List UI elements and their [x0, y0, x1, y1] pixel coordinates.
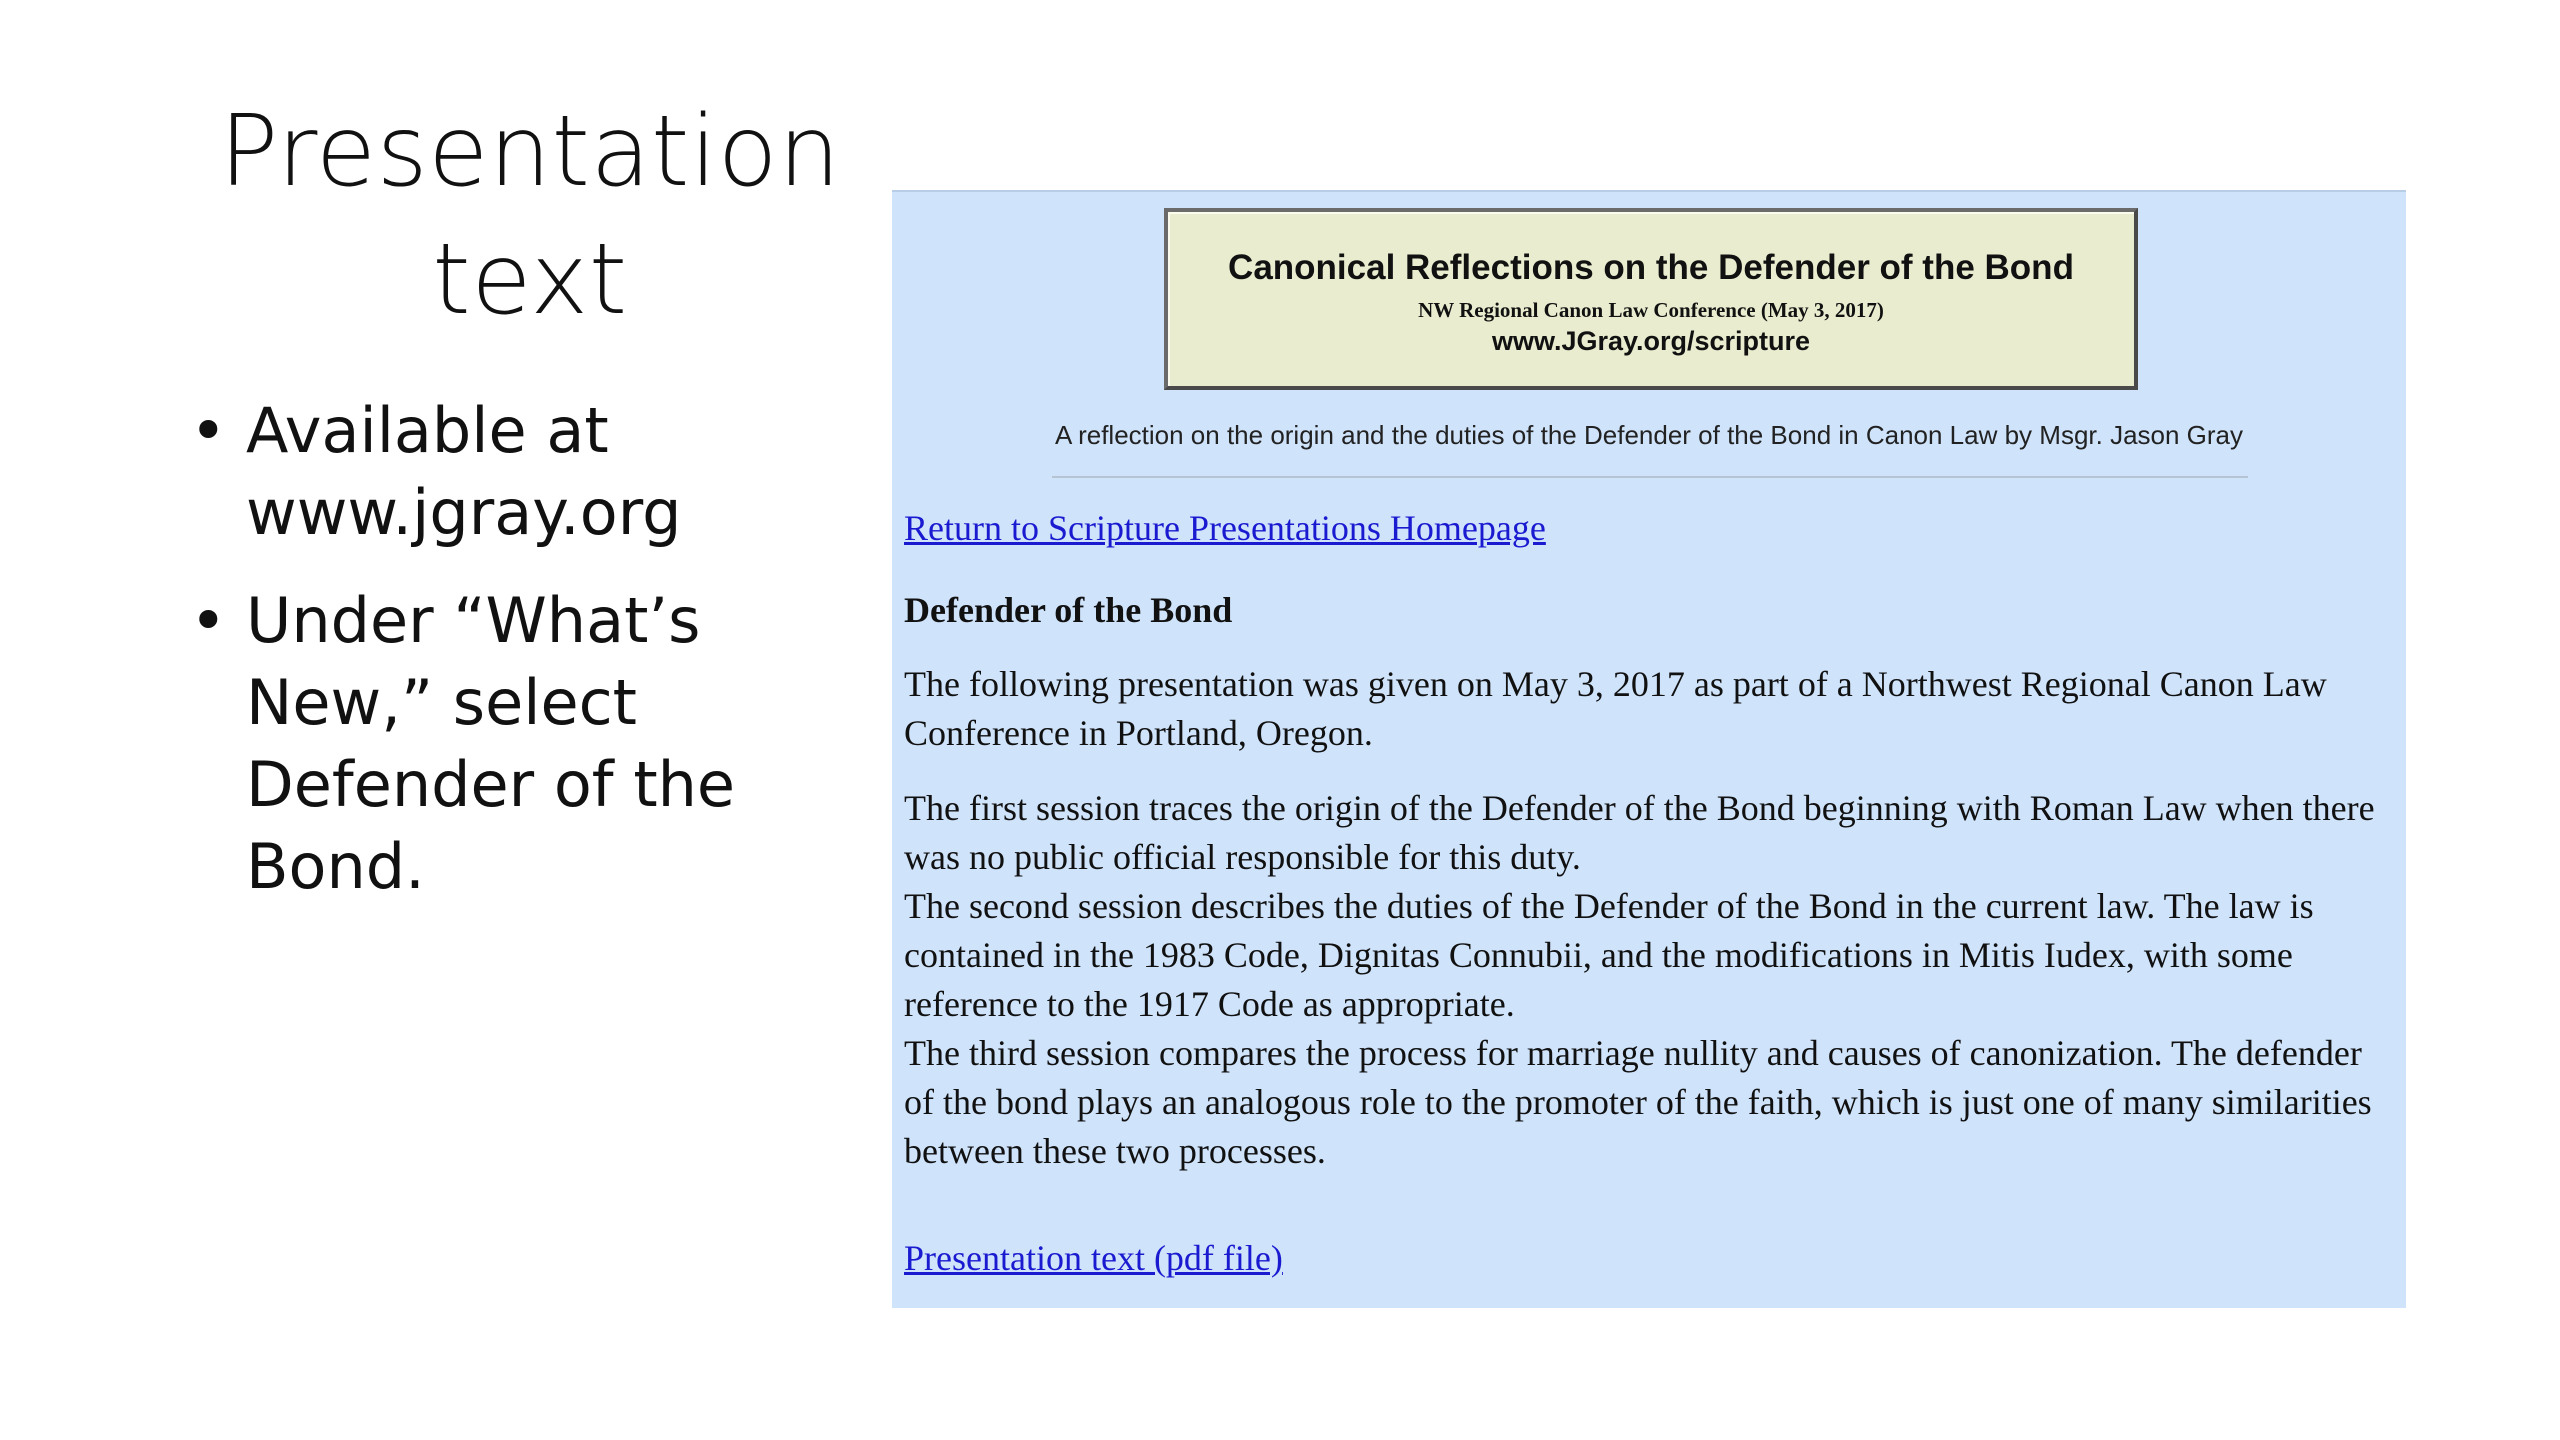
- slide-title: [160, 88, 900, 344]
- banner-url: www.JGray.org/scripture: [1491, 326, 1811, 356]
- slide-title-line-1: Presentation: [219, 95, 841, 209]
- bullet-2-line-3: Defender of the: [246, 748, 736, 821]
- bullet-dot-icon: •: [190, 394, 227, 467]
- divider: [1052, 476, 2248, 478]
- pdf-link-row: [904, 1234, 2400, 1283]
- bullet-dot-icon: •: [190, 584, 227, 657]
- bullet-2-line-4: Bond.: [246, 830, 425, 903]
- banner-subtitle: NW Regional Canon Law Conference (May 3, 2017): [1418, 298, 1884, 322]
- sessions-paragraph: [904, 784, 2400, 1176]
- bullet-2-line-2: New,” select: [246, 666, 637, 739]
- bullet-item: [190, 580, 830, 908]
- return-link-row: [904, 504, 2400, 553]
- bullet-1-line-1: Available at: [246, 394, 609, 467]
- section-heading: Defender of the Bond: [904, 590, 1233, 630]
- bullet-list: [190, 390, 830, 934]
- bullet-1-line-2: www.jgray.org: [246, 476, 682, 549]
- presentation-pdf-link[interactable]: Presentation text (pdf file): [904, 1238, 1283, 1278]
- page-banner: [1164, 208, 2138, 390]
- bullet-2-line-1: Under “What’s: [246, 584, 701, 657]
- webpage-screenshot: [892, 190, 2406, 1308]
- intro-paragraph: The following presentation was given on May 3, 2017 as part of a Northwest Regional Canon Law Conference in Portland, Oregon.: [904, 664, 2327, 753]
- slide-title-line-2: text: [432, 223, 628, 337]
- session-3-text: The third session compares the process for marriage nullity and causes of canonization. The defender of the bond plays an analogous role to the promoter of the faith, which is just one of many similarities between these two processes.: [904, 1033, 2372, 1171]
- return-to-homepage-link[interactable]: Return to Scripture Presentations Homepage: [904, 508, 1546, 548]
- banner-title: Canonical Reflections on the Defender of the Bond: [1228, 248, 2074, 287]
- bullet-item: [190, 390, 830, 554]
- session-2-text: The second session describes the duties of the Defender of the Bond in the current law. The law is contained in the 1983 Code, Dignitas Connubii, and the modifications in Mitis Iudex, with some reference to the 1917 Code as appropriate.: [904, 886, 2314, 1024]
- page-description: A reflection on the origin and the duties of the Defender of the Bond in Canon Law by Msgr. Jason Gray: [1054, 420, 2244, 450]
- session-1-text: The first session traces the origin of the Defender of the Bond beginning with Roman Law when there was no public official responsible for this duty.: [904, 788, 2375, 877]
